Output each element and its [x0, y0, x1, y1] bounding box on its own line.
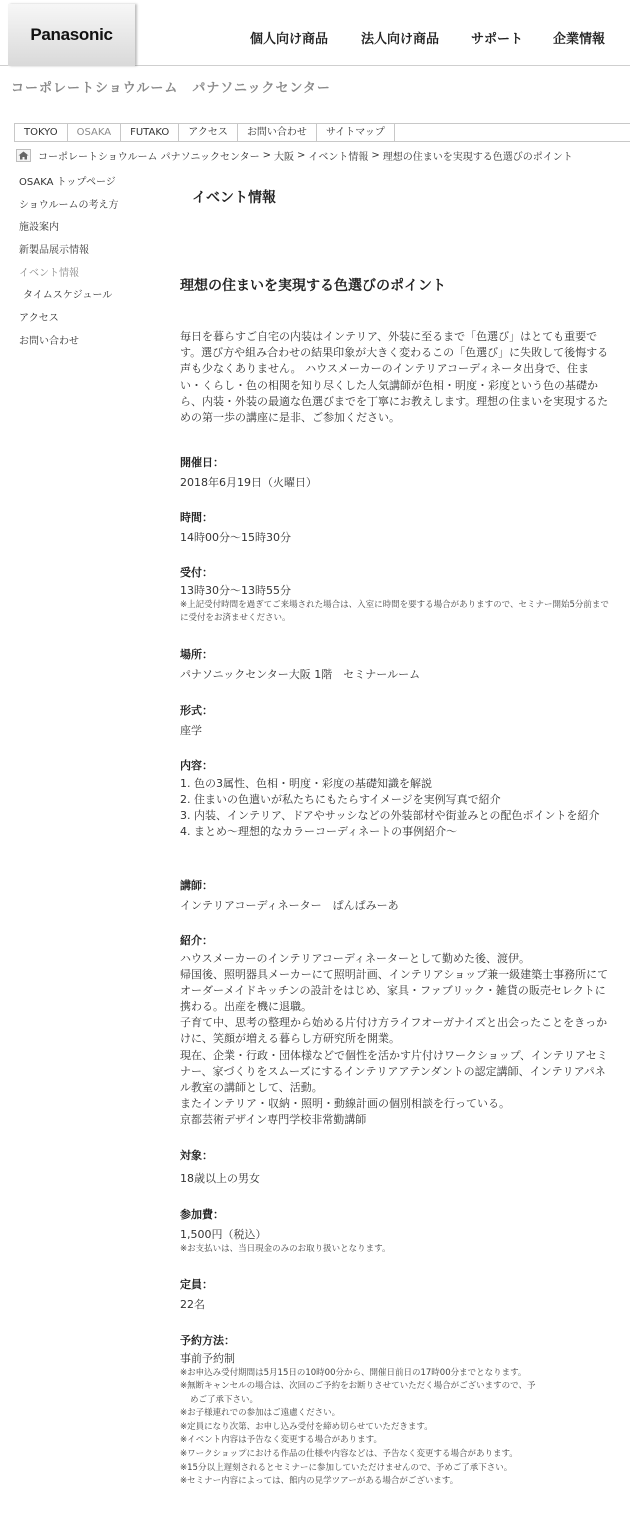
place-label: 場所： — [180, 648, 213, 661]
content-item: 1. 色の3属性、色相・明度・彩度の基礎知識を解説 — [180, 777, 432, 790]
sidebar-item-osaka-top[interactable]: OSAKA トップページ — [19, 177, 116, 188]
lecturer-label: 講師： — [180, 879, 213, 892]
breadcrumb-current: 理想の住まいを実現する色選びのポイント — [382, 151, 573, 163]
event-description: 毎日を暮らすご自宅の内装はインテリア、外装に至るまで「色選び」はとても重要です。選び方や組み合わせの結果印象が大きく変わるこの「色選び」に失敗して後悔する声も少なくありません。 ハウスメーカーのインテリアコーディネータ出身で、住まい・くらし・色の相関を知り尽くした人気講師が色相・明度・彩度という色の基礎から、内装・外装の最適な色選びまでを丁寧にお教えします。理想の住まいを実現するための第一歩の講座に是非、ご参加ください。 — [180, 330, 609, 425]
breadcrumb-separator: > — [371, 149, 380, 161]
content-item: 2. 住まいの色遣いが私たちにもたらすイメージを実例写真で紹介 — [180, 793, 501, 807]
reservation-note: ※15分以上遅刻されるとセミナーに参加していただけませんので、予めご了承下さい。 — [180, 1462, 513, 1473]
gnav-support[interactable]: サポート — [471, 32, 524, 47]
logo-text: Panasonic — [30, 25, 113, 44]
fee-value: 1,500円（税込） — [180, 1228, 267, 1241]
panasonic-logo[interactable] — [8, 4, 135, 66]
content-label: 内容： — [180, 759, 213, 772]
format-value: 座学 — [180, 724, 202, 737]
format-label: 形式： — [180, 704, 213, 717]
tab-tokyo[interactable]: TOKYO — [15, 124, 68, 141]
breadcrumb-showroom[interactable]: コーポレートショウルーム パナソニックセンター — [38, 151, 260, 163]
target-label: 対象： — [180, 1149, 213, 1162]
section-date — [180, 455, 610, 491]
intro-text — [180, 951, 610, 1128]
intro-line: ハウスメーカーのインテリアコーディネーターとして勤めた後、渡伊。 — [180, 952, 531, 965]
date-label: 開催日： — [180, 456, 224, 469]
intro-line: 現在、企業・行政・団体様などで個性を活かす片付けワークショップ、インテリアセミナー、家づくりをスムーズにするインテリアアテンダントの認定講師、インテリアパネル教室の講師として、活動。 — [180, 1048, 608, 1094]
section-fee — [180, 1207, 610, 1256]
sidebar-item-contact[interactable]: お問い合わせ — [19, 335, 79, 347]
intro-line: またインテリア・収納・照明・動線計画の個別相談を行っている。 — [180, 1096, 510, 1110]
reservation-note: ※セミナー内容によっては、館内の見学ツアーがある場合がございます。 — [180, 1476, 459, 1487]
sidebar-item-new-products[interactable]: 新製品展示情報 — [19, 245, 89, 257]
gnav-corporate[interactable]: 企業情報 — [553, 32, 606, 47]
section-format — [180, 703, 610, 739]
reception-label: 受付： — [180, 566, 213, 579]
intro-line: 子育て中、思考の整理から始める片付け方ライフオーガナイズと出会ったことをきっかけに、笑顔が増える暮らし方研究所を開業。 — [180, 1016, 608, 1046]
tab-osaka[interactable]: OSAKA — [68, 124, 121, 141]
breadcrumb-separator: > — [296, 149, 306, 161]
breadcrumb-osaka[interactable]: 大阪 — [273, 151, 294, 163]
tab-sitemap[interactable]: サイトマップ — [317, 124, 395, 141]
content-list — [180, 776, 610, 840]
section-place — [180, 647, 610, 683]
reservation-notes — [180, 1367, 610, 1489]
section-target — [180, 1148, 610, 1187]
home-icon[interactable] — [16, 149, 31, 162]
reservation-note: ※イベント内容は予告なく変更する場合があります。 — [180, 1435, 382, 1446]
content-item: 4. まとめ～理想的なカラーコーディネートの事例紹介～ — [180, 825, 458, 839]
lecturer-value: インテリアコーディネーター ぱんぱみーあ — [180, 899, 399, 912]
reservation-note: ※ワークショップにおける作品の仕様や内容などは、予告なく変更する場合があります。 — [180, 1449, 518, 1460]
sidebar-item-events[interactable]: イベント情報 — [19, 267, 79, 279]
local-nav — [14, 123, 630, 142]
section-reception — [180, 565, 610, 625]
event-title: 理想の住まいを実現する色選びのポイント — [180, 278, 446, 294]
target-value: 18歳以上の男女 — [180, 1172, 260, 1185]
section-capacity — [180, 1277, 610, 1313]
reception-note: ※上記受付時間を過ぎてご来場された場合は、入室に時間を要する場合がありますので、セミナー開始5分前までに受付をお済ませください。 — [180, 599, 609, 623]
gnav-personal[interactable]: 個人向け商品 — [250, 32, 329, 47]
section-intro — [180, 933, 610, 1128]
breadcrumb-events[interactable]: イベント情報 — [308, 151, 369, 163]
content-item: 3. 内装、インテリア、ドアやサッシなどの外装部材や街並みとの配色ポイントを紹介 — [180, 809, 600, 823]
site-subtitle[interactable]: コーポレートショウルーム パナソニックセンター — [11, 81, 331, 96]
sidebar-item-access[interactable]: アクセス — [19, 313, 59, 325]
intro-label: 紹介： — [180, 934, 213, 947]
section-time — [180, 510, 610, 546]
section-reservation — [180, 1333, 610, 1489]
sidebar-item-concept[interactable]: ショウルームの考え方 — [19, 199, 119, 211]
sidebar-item-schedule[interactable]: タイムスケジュール — [23, 290, 113, 302]
reservation-note: ※定員になり次第、お申し込み受付を締め切らせていただきます。 — [180, 1421, 433, 1432]
gnav-business[interactable]: 法人向け商品 — [361, 32, 440, 47]
fee-note: ※お支払いは、当日現金のみのお取り扱いとなります。 — [180, 1243, 391, 1254]
intro-line: 帰国後、照明器具メーカーにて照明計画、インテリアショップ兼一級建築士事務所にてオーダーメイドキッチンの設計をはじめ、家具・ファブリック・雑貨の販売セレクトに携わる。出産を機に退職。 — [180, 968, 609, 1014]
page-heading: イベント情報 — [192, 190, 276, 206]
reservation-note: ※お子様連れでの参加はご遠慮ください。 — [180, 1408, 341, 1419]
breadcrumb-separator: > — [262, 149, 271, 161]
date-value: 2018年6月19日（火曜日） — [180, 476, 317, 489]
reception-value: 13時30分～13時55分 — [180, 584, 291, 597]
capacity-value: 22名 — [180, 1298, 205, 1311]
fee-label: 参加費： — [180, 1208, 224, 1221]
sidebar-item-facilities[interactable]: 施設案内 — [19, 222, 59, 234]
intro-line: 京都芸術デザイン専門学校非常勤講師 — [180, 1112, 367, 1126]
tab-contact[interactable]: お問い合わせ — [238, 124, 317, 141]
reservation-note: ※無断キャンセルの場合は、次回のご予約をお断りさせていただく場合がございますので、予 — [180, 1381, 536, 1392]
sidebar — [19, 176, 119, 358]
reservation-value: 事前予約制 — [180, 1352, 235, 1365]
time-label: 時間： — [180, 511, 213, 524]
breadcrumb — [16, 148, 573, 162]
reservation-label: 予約方法： — [180, 1334, 235, 1347]
tab-futako[interactable]: FUTAKO — [121, 124, 179, 141]
capacity-label: 定員： — [180, 1278, 213, 1291]
site-header — [0, 0, 630, 66]
section-content — [180, 758, 610, 840]
place-value: パナソニックセンター大阪 1階 セミナールーム — [180, 668, 421, 681]
reservation-note: めご了承下さい。 — [190, 1394, 259, 1405]
section-lecturer — [180, 878, 610, 914]
reservation-note: ※お申込み受付期間は5月15日の10時00分から、開催日前日の17時00分までとなります。 — [180, 1367, 527, 1378]
tab-access[interactable]: アクセス — [179, 124, 238, 141]
time-value: 14時00分～15時30分 — [180, 531, 291, 544]
